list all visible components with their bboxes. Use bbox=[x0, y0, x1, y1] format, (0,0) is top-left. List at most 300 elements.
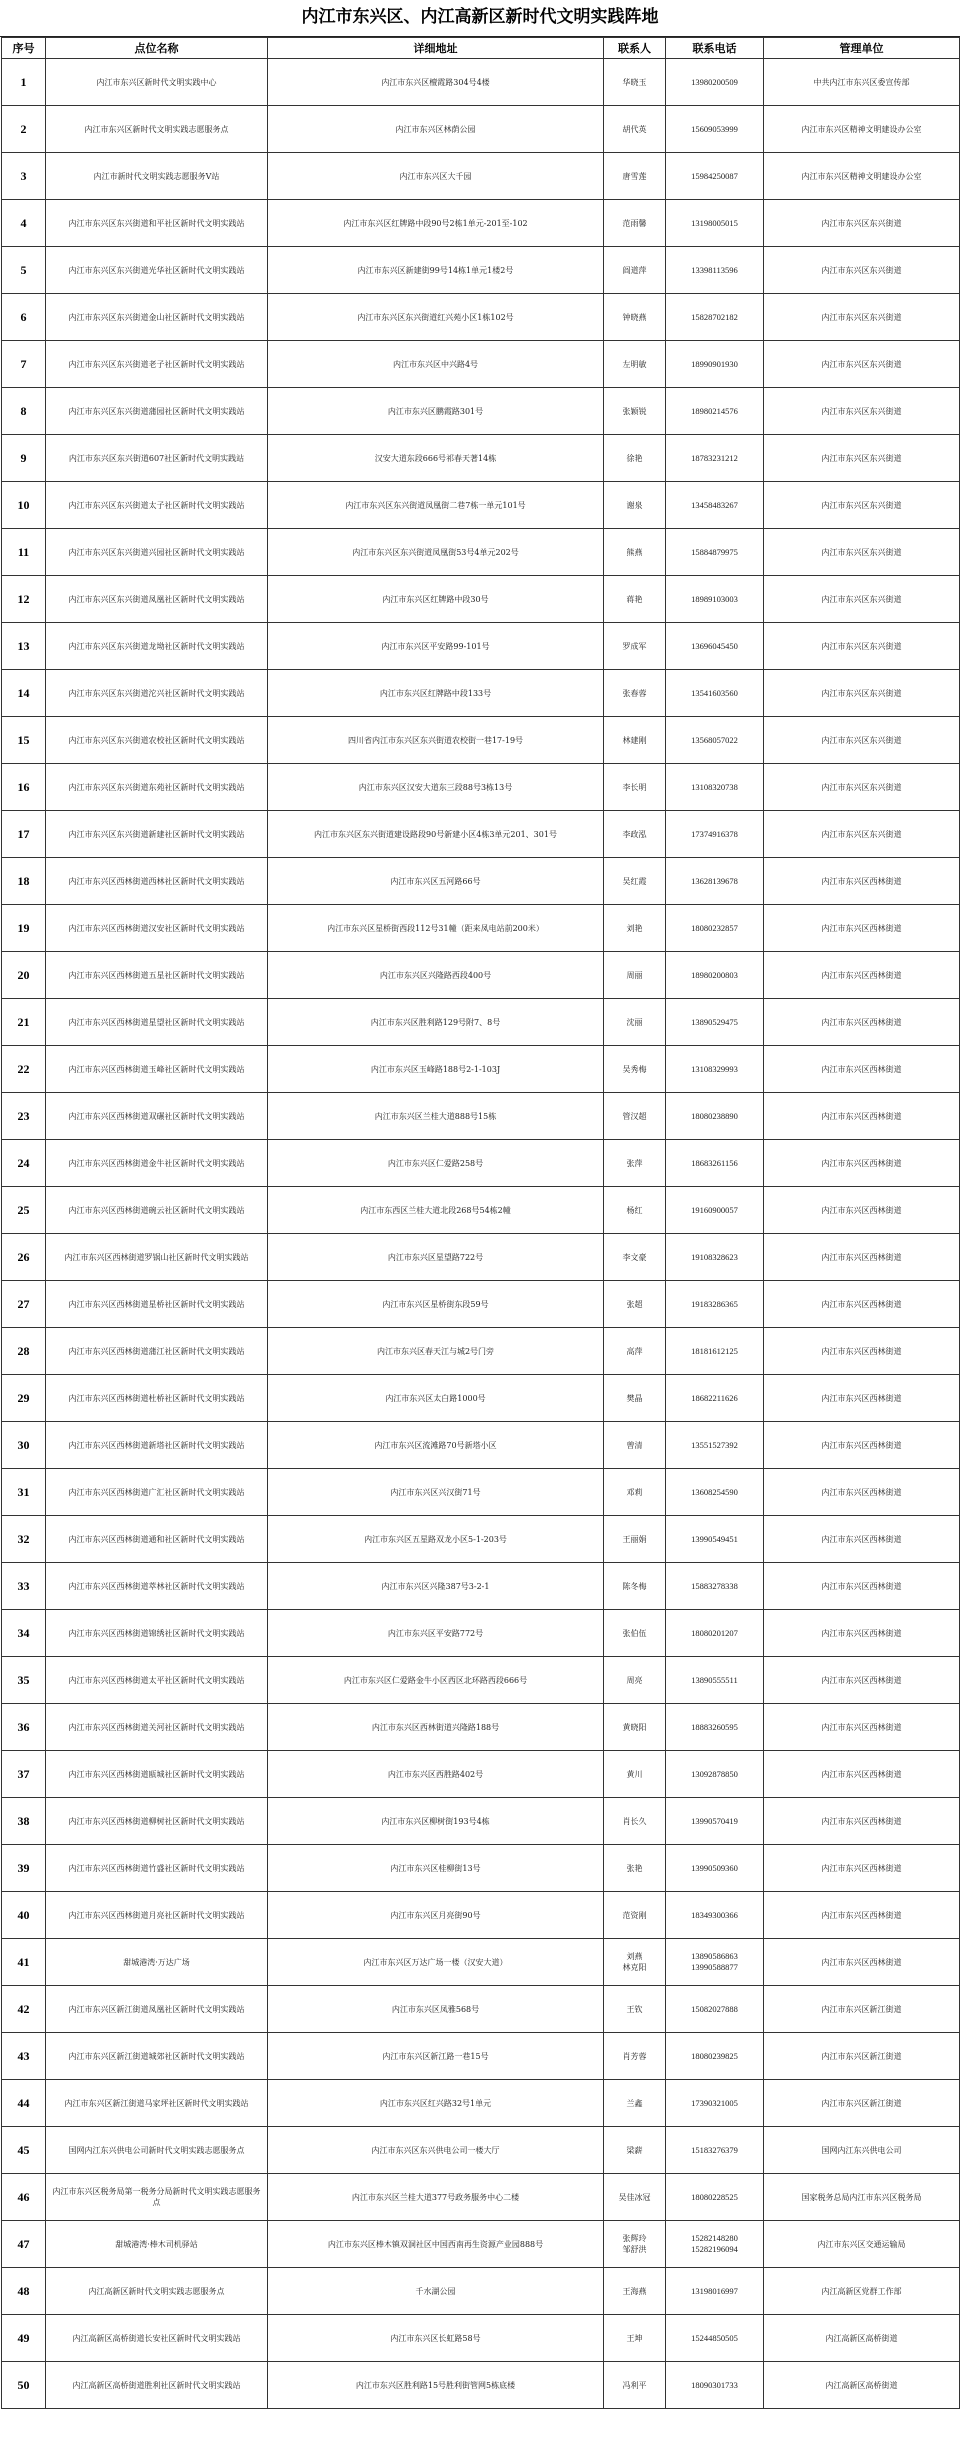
cell-contact: 陈冬梅 bbox=[604, 1563, 666, 1610]
cell-contact: 张辉玲 邹舒洪 bbox=[604, 2221, 666, 2268]
table-row bbox=[2, 1892, 960, 1939]
cell-seq: 34 bbox=[2, 1610, 46, 1657]
header-seq: 序号 bbox=[2, 38, 46, 59]
cell-site-name: 内江市东兴区西林街道西林社区新时代文明实践站 bbox=[46, 858, 268, 905]
cell-contact: 吴秀梅 bbox=[604, 1046, 666, 1093]
cell-unit: 内江市东兴区东兴街道 bbox=[764, 388, 960, 435]
table-row bbox=[2, 435, 960, 482]
cell-contact: 杨红 bbox=[604, 1187, 666, 1234]
cell-contact: 罗成军 bbox=[604, 623, 666, 670]
cell-site-name: 内江市东兴区西林街道玉峰社区新时代文明实践站 bbox=[46, 1046, 268, 1093]
cell-unit: 内江市东兴区西林街道 bbox=[764, 1939, 960, 1986]
cell-address: 内江市东兴区月亮街90号 bbox=[268, 1892, 604, 1939]
cell-contact: 吴红霞 bbox=[604, 858, 666, 905]
cell-unit: 内江市东兴区西林街道 bbox=[764, 1845, 960, 1892]
cell-phone: 13980200509 bbox=[666, 59, 764, 106]
cell-address: 内江市东兴区平安路99-101号 bbox=[268, 623, 604, 670]
table-row bbox=[2, 1563, 960, 1610]
cell-unit: 内江市东兴区精神文明建设办公室 bbox=[764, 153, 960, 200]
cell-unit: 内江市东兴区西林街道 bbox=[764, 1187, 960, 1234]
table-row bbox=[2, 764, 960, 811]
table-row bbox=[2, 1986, 960, 2033]
cell-address: 内江市东兴区兴隆路西段400号 bbox=[268, 952, 604, 999]
cell-address: 内江市东兴区东兴供电公司一楼大厅 bbox=[268, 2127, 604, 2174]
cell-unit: 内江市东兴区西林街道 bbox=[764, 1046, 960, 1093]
cell-site-name: 内江市东兴区西林街道柳树社区新时代文明实践站 bbox=[46, 1798, 268, 1845]
cell-seq: 33 bbox=[2, 1563, 46, 1610]
cell-site-name: 内江市东兴区新时代文明实践志愿服务点 bbox=[46, 106, 268, 153]
cell-contact: 王海燕 bbox=[604, 2268, 666, 2315]
table-row bbox=[2, 1328, 960, 1375]
table-row bbox=[2, 1939, 960, 1986]
practice-sites-table bbox=[1, 37, 960, 2409]
header-contact: 联系人 bbox=[604, 38, 666, 59]
cell-site-name: 内江市东兴区西林街道瓯城社区新时代文明实践站 bbox=[46, 1751, 268, 1798]
cell-phone: 13092878850 bbox=[666, 1751, 764, 1798]
table-row bbox=[2, 1281, 960, 1328]
cell-phone: 15609053999 bbox=[666, 106, 764, 153]
cell-site-name: 内江市东兴区西林街道五星社区新时代文明实践站 bbox=[46, 952, 268, 999]
cell-contact: 李长明 bbox=[604, 764, 666, 811]
table-row bbox=[2, 1704, 960, 1751]
cell-site-name: 内江市东兴区东兴街道光华社区新时代文明实践站 bbox=[46, 247, 268, 294]
cell-phone: 15244850505 bbox=[666, 2315, 764, 2362]
cell-phone: 19108328623 bbox=[666, 1234, 764, 1281]
cell-seq: 37 bbox=[2, 1751, 46, 1798]
table-row bbox=[2, 1187, 960, 1234]
cell-site-name: 内江市东兴区东兴街道龙坳社区新时代文明实践站 bbox=[46, 623, 268, 670]
table-row bbox=[2, 388, 960, 435]
cell-contact: 张超 bbox=[604, 1281, 666, 1328]
cell-phone: 18349300366 bbox=[666, 1892, 764, 1939]
cell-phone: 13890586863 13990588877 bbox=[666, 1939, 764, 1986]
cell-site-name: 内江市东兴区东兴街道老子社区新时代文明实践站 bbox=[46, 341, 268, 388]
cell-site-name: 甜城港湾·棒木司机驿站 bbox=[46, 2221, 268, 2268]
header-name: 点位名称 bbox=[46, 38, 268, 59]
cell-phone: 13398113596 bbox=[666, 247, 764, 294]
cell-contact: 张颖锐 bbox=[604, 388, 666, 435]
cell-seq: 5 bbox=[2, 247, 46, 294]
table-row bbox=[2, 1798, 960, 1845]
cell-seq: 14 bbox=[2, 670, 46, 717]
cell-unit: 内江市东兴区精神文明建设办公室 bbox=[764, 106, 960, 153]
cell-phone: 13108320738 bbox=[666, 764, 764, 811]
cell-contact: 王钦 bbox=[604, 1986, 666, 2033]
cell-seq: 1 bbox=[2, 59, 46, 106]
table-row bbox=[2, 482, 960, 529]
cell-site-name: 内江市东兴区税务局第一税务分局新时代文明实践志愿服务点 bbox=[46, 2174, 268, 2221]
table-row bbox=[2, 106, 960, 153]
header-address: 详细地址 bbox=[268, 38, 604, 59]
cell-contact: 唐雪莲 bbox=[604, 153, 666, 200]
cell-address: 内江市东兴区东兴街道凤凰街二巷7栋一单元101号 bbox=[268, 482, 604, 529]
cell-site-name: 内江市东兴区新时代文明实践中心 bbox=[46, 59, 268, 106]
cell-phone: 13990570419 bbox=[666, 1798, 764, 1845]
cell-seq: 16 bbox=[2, 764, 46, 811]
cell-address: 内江市东兴区红兴路32号1单元 bbox=[268, 2080, 604, 2127]
table-row bbox=[2, 1234, 960, 1281]
cell-seq: 21 bbox=[2, 999, 46, 1046]
cell-contact: 冯利平 bbox=[604, 2362, 666, 2409]
cell-seq: 15 bbox=[2, 717, 46, 764]
cell-site-name: 内江高新区高桥街道长安社区新时代文明实践站 bbox=[46, 2315, 268, 2362]
table-row bbox=[2, 2268, 960, 2315]
cell-unit: 内江市东兴区西林街道 bbox=[764, 1704, 960, 1751]
cell-contact: 肖芳蓉 bbox=[604, 2033, 666, 2080]
table-row bbox=[2, 905, 960, 952]
cell-unit: 内江高新区高桥街道 bbox=[764, 2315, 960, 2362]
cell-site-name: 内江高新区新时代文明实践志愿服务点 bbox=[46, 2268, 268, 2315]
cell-site-name: 内江市东兴区西林街道双碾社区新时代文明实践站 bbox=[46, 1093, 268, 1140]
table-row bbox=[2, 529, 960, 576]
cell-seq: 24 bbox=[2, 1140, 46, 1187]
cell-seq: 31 bbox=[2, 1469, 46, 1516]
cell-address: 内江市东兴区兰桂大道377号政务服务中心二楼 bbox=[268, 2174, 604, 2221]
table-row bbox=[2, 717, 960, 764]
cell-address: 内江市东兴区仁爱路金牛小区西区北环路西段666号 bbox=[268, 1657, 604, 1704]
cell-phone: 18683261156 bbox=[666, 1140, 764, 1187]
cell-seq: 44 bbox=[2, 2080, 46, 2127]
table-row bbox=[2, 2174, 960, 2221]
table-row bbox=[2, 1610, 960, 1657]
cell-contact: 周丽 bbox=[604, 952, 666, 999]
cell-address: 内江市东兴区中兴路4号 bbox=[268, 341, 604, 388]
cell-phone: 13568057022 bbox=[666, 717, 764, 764]
cell-contact: 肖长久 bbox=[604, 1798, 666, 1845]
cell-seq: 45 bbox=[2, 2127, 46, 2174]
table-row bbox=[2, 670, 960, 717]
cell-phone: 15828702182 bbox=[666, 294, 764, 341]
cell-seq: 10 bbox=[2, 482, 46, 529]
cell-address: 内江市东兴区星望路722号 bbox=[268, 1234, 604, 1281]
cell-address: 内江市东兴区桂柳街13号 bbox=[268, 1845, 604, 1892]
cell-contact: 梁薪 bbox=[604, 2127, 666, 2174]
cell-phone: 13890555511 bbox=[666, 1657, 764, 1704]
cell-seq: 38 bbox=[2, 1798, 46, 1845]
cell-contact: 黄晓阳 bbox=[604, 1704, 666, 1751]
cell-site-name: 内江市东兴区西林街道关河社区新时代文明实践站 bbox=[46, 1704, 268, 1751]
cell-contact: 钟晓燕 bbox=[604, 294, 666, 341]
cell-contact: 范资刚 bbox=[604, 1892, 666, 1939]
cell-phone: 17374916378 bbox=[666, 811, 764, 858]
cell-seq: 11 bbox=[2, 529, 46, 576]
cell-contact: 谢泉 bbox=[604, 482, 666, 529]
cell-address: 四川省内江市东兴区东兴街道农校街一巷17-19号 bbox=[268, 717, 604, 764]
cell-contact: 樊晶 bbox=[604, 1375, 666, 1422]
cell-phone: 15984250087 bbox=[666, 153, 764, 200]
cell-seq: 50 bbox=[2, 2362, 46, 2409]
cell-seq: 39 bbox=[2, 1845, 46, 1892]
cell-phone: 13990549451 bbox=[666, 1516, 764, 1563]
cell-seq: 26 bbox=[2, 1234, 46, 1281]
cell-seq: 7 bbox=[2, 341, 46, 388]
cell-contact: 周亮 bbox=[604, 1657, 666, 1704]
cell-phone: 18090301733 bbox=[666, 2362, 764, 2409]
cell-seq: 40 bbox=[2, 1892, 46, 1939]
cell-site-name: 内江市东兴区东兴街道蒲园社区新时代文明实践站 bbox=[46, 388, 268, 435]
cell-site-name: 内江市新时代文明实践志愿服务V站 bbox=[46, 153, 268, 200]
cell-unit: 内江市东兴区西林街道 bbox=[764, 1469, 960, 1516]
table-row bbox=[2, 999, 960, 1046]
cell-address: 内江市东兴区兴隆387号3-2-1 bbox=[268, 1563, 604, 1610]
table-row bbox=[2, 341, 960, 388]
cell-site-name: 内江市东兴区东兴街道东苑社区新时代文明实践站 bbox=[46, 764, 268, 811]
cell-unit: 国家税务总局内江市东兴区税务局 bbox=[764, 2174, 960, 2221]
cell-unit: 内江市东兴区西林街道 bbox=[764, 999, 960, 1046]
cell-address: 内江市东兴区柳树街193号4栋 bbox=[268, 1798, 604, 1845]
cell-address: 内江市东兴区新建街99号14栋1单元1楼2号 bbox=[268, 247, 604, 294]
cell-unit: 内江市东兴区西林街道 bbox=[764, 1892, 960, 1939]
cell-address: 内江市东兴区西林街道兴隆路188号 bbox=[268, 1704, 604, 1751]
cell-seq: 2 bbox=[2, 106, 46, 153]
cell-site-name: 内江市东兴区西林街道汉安社区新时代文明实践站 bbox=[46, 905, 268, 952]
cell-contact: 刘燕 林克阳 bbox=[604, 1939, 666, 1986]
cell-seq: 17 bbox=[2, 811, 46, 858]
cell-contact: 林建刚 bbox=[604, 717, 666, 764]
cell-seq: 6 bbox=[2, 294, 46, 341]
cell-phone: 15282148280 15282196094 bbox=[666, 2221, 764, 2268]
cell-unit: 内江市东兴区西林街道 bbox=[764, 952, 960, 999]
cell-contact: 张春蓉 bbox=[604, 670, 666, 717]
cell-site-name: 国网内江东兴供电公司新时代文明实践志愿服务点 bbox=[46, 2127, 268, 2174]
cell-phone: 19183286365 bbox=[666, 1281, 764, 1328]
cell-seq: 4 bbox=[2, 200, 46, 247]
cell-unit: 内江市东兴区西林街道 bbox=[764, 858, 960, 905]
cell-site-name: 内江市东兴区西林街道锦绣社区新时代文明实践站 bbox=[46, 1610, 268, 1657]
cell-unit: 内江市东兴区东兴街道 bbox=[764, 811, 960, 858]
cell-site-name: 内江市东兴区东兴街道兴园社区新时代文明实践站 bbox=[46, 529, 268, 576]
cell-phone: 15883278338 bbox=[666, 1563, 764, 1610]
cell-unit: 内江市东兴区西林街道 bbox=[764, 1375, 960, 1422]
cell-seq: 13 bbox=[2, 623, 46, 670]
cell-seq: 36 bbox=[2, 1704, 46, 1751]
cell-unit: 内江市东兴区西林街道 bbox=[764, 1140, 960, 1187]
cell-seq: 28 bbox=[2, 1328, 46, 1375]
table-row bbox=[2, 1657, 960, 1704]
cell-phone: 18989103003 bbox=[666, 576, 764, 623]
cell-unit: 内江市东兴区东兴街道 bbox=[764, 341, 960, 388]
cell-site-name: 内江市东兴区东兴街道新建社区新时代文明实践站 bbox=[46, 811, 268, 858]
cell-phone: 15183276379 bbox=[666, 2127, 764, 2174]
cell-unit: 内江市东兴区西林街道 bbox=[764, 1234, 960, 1281]
table-row bbox=[2, 2362, 960, 2409]
cell-address: 内江市东兴区西胜路402号 bbox=[268, 1751, 604, 1798]
cell-unit: 内江市东兴区东兴街道 bbox=[764, 435, 960, 482]
cell-phone: 15082027888 bbox=[666, 1986, 764, 2033]
cell-site-name: 内江市东兴区西林街道竹盛社区新时代文明实践站 bbox=[46, 1845, 268, 1892]
cell-phone: 18980200803 bbox=[666, 952, 764, 999]
table-row bbox=[2, 1751, 960, 1798]
header-phone: 联系电话 bbox=[666, 38, 764, 59]
cell-seq: 18 bbox=[2, 858, 46, 905]
cell-contact: 李文豪 bbox=[604, 1234, 666, 1281]
table-row bbox=[2, 59, 960, 106]
cell-address: 内江市东兴区胜利路129号附7、8号 bbox=[268, 999, 604, 1046]
cell-seq: 49 bbox=[2, 2315, 46, 2362]
cell-site-name: 内江市东兴区新江街道马家坪社区新时代文明实践站 bbox=[46, 2080, 268, 2127]
cell-unit: 内江市东兴区新江街道 bbox=[764, 1986, 960, 2033]
cell-phone: 15884879975 bbox=[666, 529, 764, 576]
cell-address: 内江市东兴区鹏霞路301号 bbox=[268, 388, 604, 435]
cell-address: 内江市东兴区东兴街道建设路段90号新建小区4栋3单元201、301号 bbox=[268, 811, 604, 858]
cell-address: 内江市东兴区仁爱路258号 bbox=[268, 1140, 604, 1187]
cell-address: 内江市东兴区星桥街西段112号31幢（距来凤电站前200米） bbox=[268, 905, 604, 952]
cell-seq: 8 bbox=[2, 388, 46, 435]
header-unit: 管理单位 bbox=[764, 38, 960, 59]
cell-phone: 18080238890 bbox=[666, 1093, 764, 1140]
cell-unit: 内江市东兴区东兴街道 bbox=[764, 294, 960, 341]
cell-address: 内江市东兴区林荫公园 bbox=[268, 106, 604, 153]
cell-site-name: 内江市东兴区西林街道新塔社区新时代文明实践站 bbox=[46, 1422, 268, 1469]
cell-seq: 47 bbox=[2, 2221, 46, 2268]
cell-unit: 内江市东兴区西林街道 bbox=[764, 1328, 960, 1375]
cell-phone: 18080239825 bbox=[666, 2033, 764, 2080]
table-row bbox=[2, 576, 960, 623]
cell-address: 内江市东兴区五星路双龙小区5-1-203号 bbox=[268, 1516, 604, 1563]
cell-contact: 张艳 bbox=[604, 1845, 666, 1892]
cell-phone: 13458483267 bbox=[666, 482, 764, 529]
cell-phone: 13628139678 bbox=[666, 858, 764, 905]
cell-contact: 左明敏 bbox=[604, 341, 666, 388]
cell-address: 内江市东兴区兴汉街71号 bbox=[268, 1469, 604, 1516]
cell-address: 内江市东兴区春天江与城2号门旁 bbox=[268, 1328, 604, 1375]
cell-site-name: 内江市东兴区东兴街道和平社区新时代文明实践站 bbox=[46, 200, 268, 247]
table-row bbox=[2, 1375, 960, 1422]
cell-phone: 18080201207 bbox=[666, 1610, 764, 1657]
cell-contact: 曾清 bbox=[604, 1422, 666, 1469]
cell-unit: 内江高新区党群工作部 bbox=[764, 2268, 960, 2315]
cell-unit: 内江市东兴区西林街道 bbox=[764, 1751, 960, 1798]
cell-address: 内江市东兴区红牌路中段133号 bbox=[268, 670, 604, 717]
cell-contact: 范雨馨 bbox=[604, 200, 666, 247]
cell-address: 内江市东兴区新江路一巷15号 bbox=[268, 2033, 604, 2080]
cell-address: 内江市东兴区流滩路70号新塔小区 bbox=[268, 1422, 604, 1469]
cell-unit: 内江市东兴区东兴街道 bbox=[764, 482, 960, 529]
cell-unit: 内江高新区高桥街道 bbox=[764, 2362, 960, 2409]
cell-unit: 内江市东兴区东兴街道 bbox=[764, 764, 960, 811]
cell-address: 内江市东兴区万达广场一楼（汉安大道） bbox=[268, 1939, 604, 1986]
cell-unit: 中共内江市东兴区委宣传部 bbox=[764, 59, 960, 106]
cell-contact: 管汉超 bbox=[604, 1093, 666, 1140]
cell-phone: 18883260595 bbox=[666, 1704, 764, 1751]
cell-phone: 18080228525 bbox=[666, 2174, 764, 2221]
cell-site-name: 内江市东兴区西林街道蒲江社区新时代文明实践站 bbox=[46, 1328, 268, 1375]
cell-contact: 阎道萍 bbox=[604, 247, 666, 294]
table-row bbox=[2, 1093, 960, 1140]
cell-phone: 13990509360 bbox=[666, 1845, 764, 1892]
cell-unit: 内江市东兴区东兴街道 bbox=[764, 576, 960, 623]
cell-phone: 13696045450 bbox=[666, 623, 764, 670]
cell-contact: 张萍 bbox=[604, 1140, 666, 1187]
cell-address: 内江市东兴区五河路66号 bbox=[268, 858, 604, 905]
table-row bbox=[2, 247, 960, 294]
cell-address: 内江市东兴区凤雅568号 bbox=[268, 1986, 604, 2033]
table-row bbox=[2, 2315, 960, 2362]
cell-unit: 内江市东兴区东兴街道 bbox=[764, 529, 960, 576]
cell-address: 内江市东兴区星桥街东段59号 bbox=[268, 1281, 604, 1328]
cell-address: 内江市东兴区东兴街道凤凰街53号4单元202号 bbox=[268, 529, 604, 576]
cell-seq: 22 bbox=[2, 1046, 46, 1093]
cell-site-name: 内江市东兴区西林街道星望社区新时代文明实践站 bbox=[46, 999, 268, 1046]
cell-site-name: 内江市东兴区东兴街道太子社区新时代文明实践站 bbox=[46, 482, 268, 529]
cell-contact: 邓莉 bbox=[604, 1469, 666, 1516]
cell-contact: 徐艳 bbox=[604, 435, 666, 482]
cell-seq: 29 bbox=[2, 1375, 46, 1422]
cell-site-name: 内江市东兴区西林街道罗锅山社区新时代文明实践站 bbox=[46, 1234, 268, 1281]
cell-site-name: 内江市东兴区东兴街道607社区新时代文明实践站 bbox=[46, 435, 268, 482]
cell-unit: 内江市东兴区西林街道 bbox=[764, 1516, 960, 1563]
cell-unit: 内江市东兴区西林街道 bbox=[764, 1798, 960, 1845]
cell-site-name: 内江市东兴区东兴街道金山社区新时代文明实践站 bbox=[46, 294, 268, 341]
cell-contact: 华晓玉 bbox=[604, 59, 666, 106]
cell-seq: 30 bbox=[2, 1422, 46, 1469]
cell-contact: 熊燕 bbox=[604, 529, 666, 576]
cell-phone: 18990901930 bbox=[666, 341, 764, 388]
cell-site-name: 内江市东兴区西林街道金牛社区新时代文明实践站 bbox=[46, 1140, 268, 1187]
table-row bbox=[2, 2221, 960, 2268]
cell-site-name: 内江市东兴区新江街道凤凰社区新时代文明实践站 bbox=[46, 1986, 268, 2033]
cell-seq: 42 bbox=[2, 1986, 46, 2033]
cell-site-name: 内江市东兴区西林街道通和社区新时代文明实践站 bbox=[46, 1516, 268, 1563]
table-row bbox=[2, 952, 960, 999]
cell-address: 内江市东兴区平安路772号 bbox=[268, 1610, 604, 1657]
cell-site-name: 甜城港湾·万达广场 bbox=[46, 1939, 268, 1986]
cell-unit: 国网内江东兴供电公司 bbox=[764, 2127, 960, 2174]
cell-address: 内江市东兴区胜利路15号胜利街管网5栋底楼 bbox=[268, 2362, 604, 2409]
page-title: 内江市东兴区、内江高新区新时代文明实践阵地 bbox=[0, 0, 960, 37]
cell-seq: 41 bbox=[2, 1939, 46, 1986]
cell-unit: 内江市东兴区西林街道 bbox=[764, 1563, 960, 1610]
cell-contact: 高萍 bbox=[604, 1328, 666, 1375]
cell-address: 内江市东兴区东兴街道红兴苑小区1栋102号 bbox=[268, 294, 604, 341]
cell-address: 内江市东兴区兰桂大道888号15栋 bbox=[268, 1093, 604, 1140]
cell-contact: 李政泓 bbox=[604, 811, 666, 858]
table-row bbox=[2, 623, 960, 670]
cell-contact: 蒋艳 bbox=[604, 576, 666, 623]
table-row bbox=[2, 811, 960, 858]
table-row bbox=[2, 858, 960, 905]
cell-phone: 13108329993 bbox=[666, 1046, 764, 1093]
cell-contact: 兰鑫 bbox=[604, 2080, 666, 2127]
cell-phone: 13541603560 bbox=[666, 670, 764, 717]
cell-unit: 内江市东兴区东兴街道 bbox=[764, 717, 960, 764]
cell-address: 千水湖公园 bbox=[268, 2268, 604, 2315]
cell-unit: 内江市东兴区西林街道 bbox=[764, 1281, 960, 1328]
table-row bbox=[2, 1046, 960, 1093]
cell-phone: 18980214576 bbox=[666, 388, 764, 435]
cell-contact: 刘艳 bbox=[604, 905, 666, 952]
table-row bbox=[2, 2080, 960, 2127]
cell-unit: 内江市东兴区东兴街道 bbox=[764, 670, 960, 717]
cell-unit: 内江市东兴区交通运输局 bbox=[764, 2221, 960, 2268]
cell-address: 汉安大道东段666号祁春天著14栋 bbox=[268, 435, 604, 482]
cell-contact: 沈丽 bbox=[604, 999, 666, 1046]
cell-unit: 内江市东兴区西林街道 bbox=[764, 1422, 960, 1469]
cell-contact: 张伯伍 bbox=[604, 1610, 666, 1657]
cell-site-name: 内江市东兴区西林街道月亮社区新时代文明实践站 bbox=[46, 1892, 268, 1939]
cell-address: 内江市东兴区大千园 bbox=[268, 153, 604, 200]
table-row bbox=[2, 1845, 960, 1892]
cell-seq: 43 bbox=[2, 2033, 46, 2080]
cell-unit: 内江市东兴区西林街道 bbox=[764, 905, 960, 952]
cell-address: 内江市东兴区棒木镇双洞社区中国西南再生资源产业园888号 bbox=[268, 2221, 604, 2268]
cell-site-name: 内江市东兴区东兴街道农校社区新时代文明实践站 bbox=[46, 717, 268, 764]
cell-seq: 12 bbox=[2, 576, 46, 623]
cell-seq: 23 bbox=[2, 1093, 46, 1140]
cell-phone: 18080232857 bbox=[666, 905, 764, 952]
cell-unit: 内江市东兴区西林街道 bbox=[764, 1093, 960, 1140]
cell-unit: 内江市东兴区西林街道 bbox=[764, 1610, 960, 1657]
